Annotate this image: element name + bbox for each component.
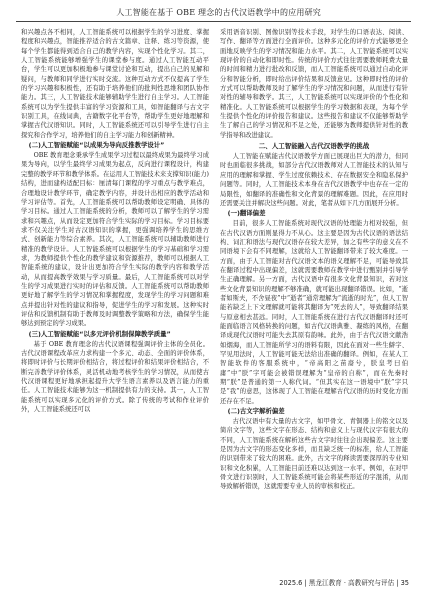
left-paragraph-3: 基于 OBE 教育理念的古代汉语课程强调评价主体的全员化。古代汉语课程改革应力求构建一个多元、动态、全面的评价体系，将即时评价与长期评价相结合，将过程评价和结果评价相结合，不断完善教学评价体系，灵活机动地考核学生的学习情况，从而使古代汉语课程更好地承担起提升大学生语言素养以及语言能力的重任。人工智能技术能够为这一机制提供有力的支持。其一，人工智能系统可以实现多元化的评价方式。除了传统的考试和作业评价外，人工智能系统还可以	[21, 340, 209, 414]
right-paragraph-3: 目前，很多人工智能系统对现代汉语的处理能力相对较强，但在古代汉语方面则显得力不从心。这主要是因为古代汉语的语法结构、词汇和语法与现代汉语存在较大差异，加之有些字的意义在不同语境下会有不同理解，这就给人工智能翻译带来了较大难度。一方面，由于人工智能对古代汉语文本的语义理解不足，可能导致其在翻译过程中出现偏差，这就需要教师在教学中进行甄别并引导学生正确理解。另一方面，古代汉语中有很多文化背景知识，若对这些文化背景知识的理解不够准确，就可能出现翻译错误。比如，“逝者如斯夫，不舍昼夜”中“逝者”通常理解为“流逝的时光”，但人工智能若缺乏上下文理解就可能将其翻译为“死去的人”，导致翻译结果与原意相去甚远。同时，人工智能系统在进行古代汉语翻译时还可能面临语言风格转换的问题，如古代汉语典雅、凝练的风格，在翻译成现代汉语时可能失去其原有韵味。此外，由于古代汉语文献浩如烟海，而人工智能所学习的语料有限，因此在面对一些生僻字、罕见用法时，人工智能可能无法给出准确的翻译。例如，在某人工智能软件的客服系统中，“帝高阳之苗裔兮，朕皇考曰伯庸”中“朕”字可能会被错误理解为“皇帝的自称”，而在先秦时期“朕”是普通的第一人称代词。“但其实在这一语境中“朕”字只是“我”的意思，这体现了人工智能在理解古代汉语的历时变化方面还存在不足。	[220, 220, 408, 405]
subsection-heading-translation: (一)翻译偏差	[227, 209, 266, 218]
right-paragraph-1: 采用语音识别、图像识别等技术手段，对学生的口语表达、阅读、写作、翻译等方面进行全面评价。这种多元化的评价方式能够更全面地反映学生的学习情况和能力水平。其二，人工智能系统可以实现评价的自动化和即时性。传统的评价方式往往需要教师耗费大量的时间和精力进行批改和反馈，而人工智能系统可以通过自动化评分和智能分析，即时给出评价结果和反馈意见。这种即时性的评价方式可以帮助教师及时了解学生的学习情况和问题，从而进行有针对性的辅导和教学。其三，人工智能系统可以实现评价的个性化和精准化。人工智能系统可以根据学生的学习数据和表现，为每个学生提供个性化的评价报告和建议。这些报告和建议不仅能够帮助学生了解自己的学习情况和不足之处，还能够为教师提供针对性的教学指导和改进建议。	[220, 29, 408, 139]
right-paragraph-2: 人工智能在赋能古代汉语教学方面已展现出巨大的潜力，但同时也面临很多挑战，如部分古代汉语教师对人工智能技术的认知与应用的理解和掌握、学生过度依赖技术、存在数据安全和隐私保护问题等。同时，人工智能技术本身在古代汉语教学中也存在一定的局限性，如翻译的准确性和文化背景的理解难题。因此，在应用时还需要关注并解决这些问题。对此，笔者从如下几方面展开分析。	[220, 153, 408, 207]
running-header-title: 人工智能在基于 OBE 理念的古代汉语教学中的应用研究	[116, 8, 321, 17]
subsection-heading-paleography: (二)古文字解析偏差	[227, 407, 285, 416]
right-paragraph-4: 古代汉语中有大量的古文字，如甲骨文、青铜器上的铭文以及简帛文字等，这些文字在形态、结构和意义上与现代汉字有很大的不同，人工智能系统在解析这些古文字时往往会出现偏差。这主要是因为古文字的形态变化多样，而且缺乏统一的标准，给人工智能的识别带来了较大的困难。此外，古文字的释读需要深厚的专业知识和文化积累，人工智能目前还难以达到这一水平。例如，在对甲骨文进行识别时，人工智能系统可能会将某些形近的字混淆，从而导致解析错误，这就需要专业人员的审核和校正。	[220, 418, 408, 491]
section-heading-3: (三)人工智能赋能“以多元评价机制保障教学质量”	[28, 329, 171, 338]
running-header	[16, 5, 411, 22]
left-column	[21, 28, 209, 414]
chapter-heading: 二、人工智能融入古代汉语教学的挑战	[258, 142, 370, 151]
section-heading-2: (二)人工智能赋能“以成果为导向反推教学设计”	[28, 141, 165, 150]
page-footer: 2025.6 | 黑龙江教育 · 高教研究与评估 | 35	[279, 579, 409, 587]
left-paragraph-2: OBE 教育理念秉承学生成果学习过程以最终成果为最终学习成果为导向，以学生最终学习成果为起点，反向进行课程设计，构建完整的教学环节和教学体系。在运用人工智能技术来支撑知识(能力)结构，进而建构适配目标：厘清每门课程的学习重点与教学难点，合理地设计教学环节，确定教学内容，并设计出相应的教学活动和学习评估等。首先，人工智能系统可以帮助教师设定明确、具体的学习目标。通过人工智能系统的分析，教师可以了解学生的学习需求和兴趣点，从而设定更加符合学生实际的学习目标。学习目标要求不仅关注学生对古汉语知识的掌握，更强调培养学生的思维方式、创新能力等综合素养。其次，人工智能系统可以辅助教师进行精准的教学设计。人工智能系统可以根据学生的学习基础和学习需求，为教师提供个性化的教学建议和资源推荐，教师可以根据人工智能系统的建议，设计出更加符合学生实际的教学内容和教学活动，从而提高教学效果与学习质量。最后，人工智能系统可以对学生的学习成果进行实时的评估和反馈。人工智能系统可以帮助教师更好地了解学生的学习情况和掌握程度，发现学生的学习问题和难点并提出针对性的建议和指导，促进学生的学习和发展。这种实时评估和反馈机制有助于教师及时调整教学策略和方法，确保学生能够达到预定的学习成果。	[21, 152, 209, 328]
right-column	[220, 28, 408, 492]
left-paragraph-1: 和兴趣点各不相同，人工智能系统可以根据学生的学习进度、掌握程度和兴趣点，智能推荐适合的古文篇章、注释、练习等资源，使每个学生都能得到适合自己的教学内容，实现个性化学习。其二，人工智能系统能够增强学生的课堂参与度。通过人工智能互动平台，学生可以更加积极地参与课堂讨论和互动，提出自己的见解和疑问，与教师和同学进行实时交流。这种互动方式不仅提高了学生的学习兴趣和积极性，还有助于培养他们的批判性思维和团队协作能力。其三，人工智能技术能够辅助学生进行自主学习。人工智能系统可以为学生提供丰富的学习资源和工具，如智能翻译与古文字识别工具，在线词典，古籍数字化平台等，帮助学生更好地理解和掌握古代汉语知识。同时，人工智能系统还可以引导学生进行自主探究和合作学习，培养他们的自主学习能力和创新精神。	[21, 29, 209, 139]
